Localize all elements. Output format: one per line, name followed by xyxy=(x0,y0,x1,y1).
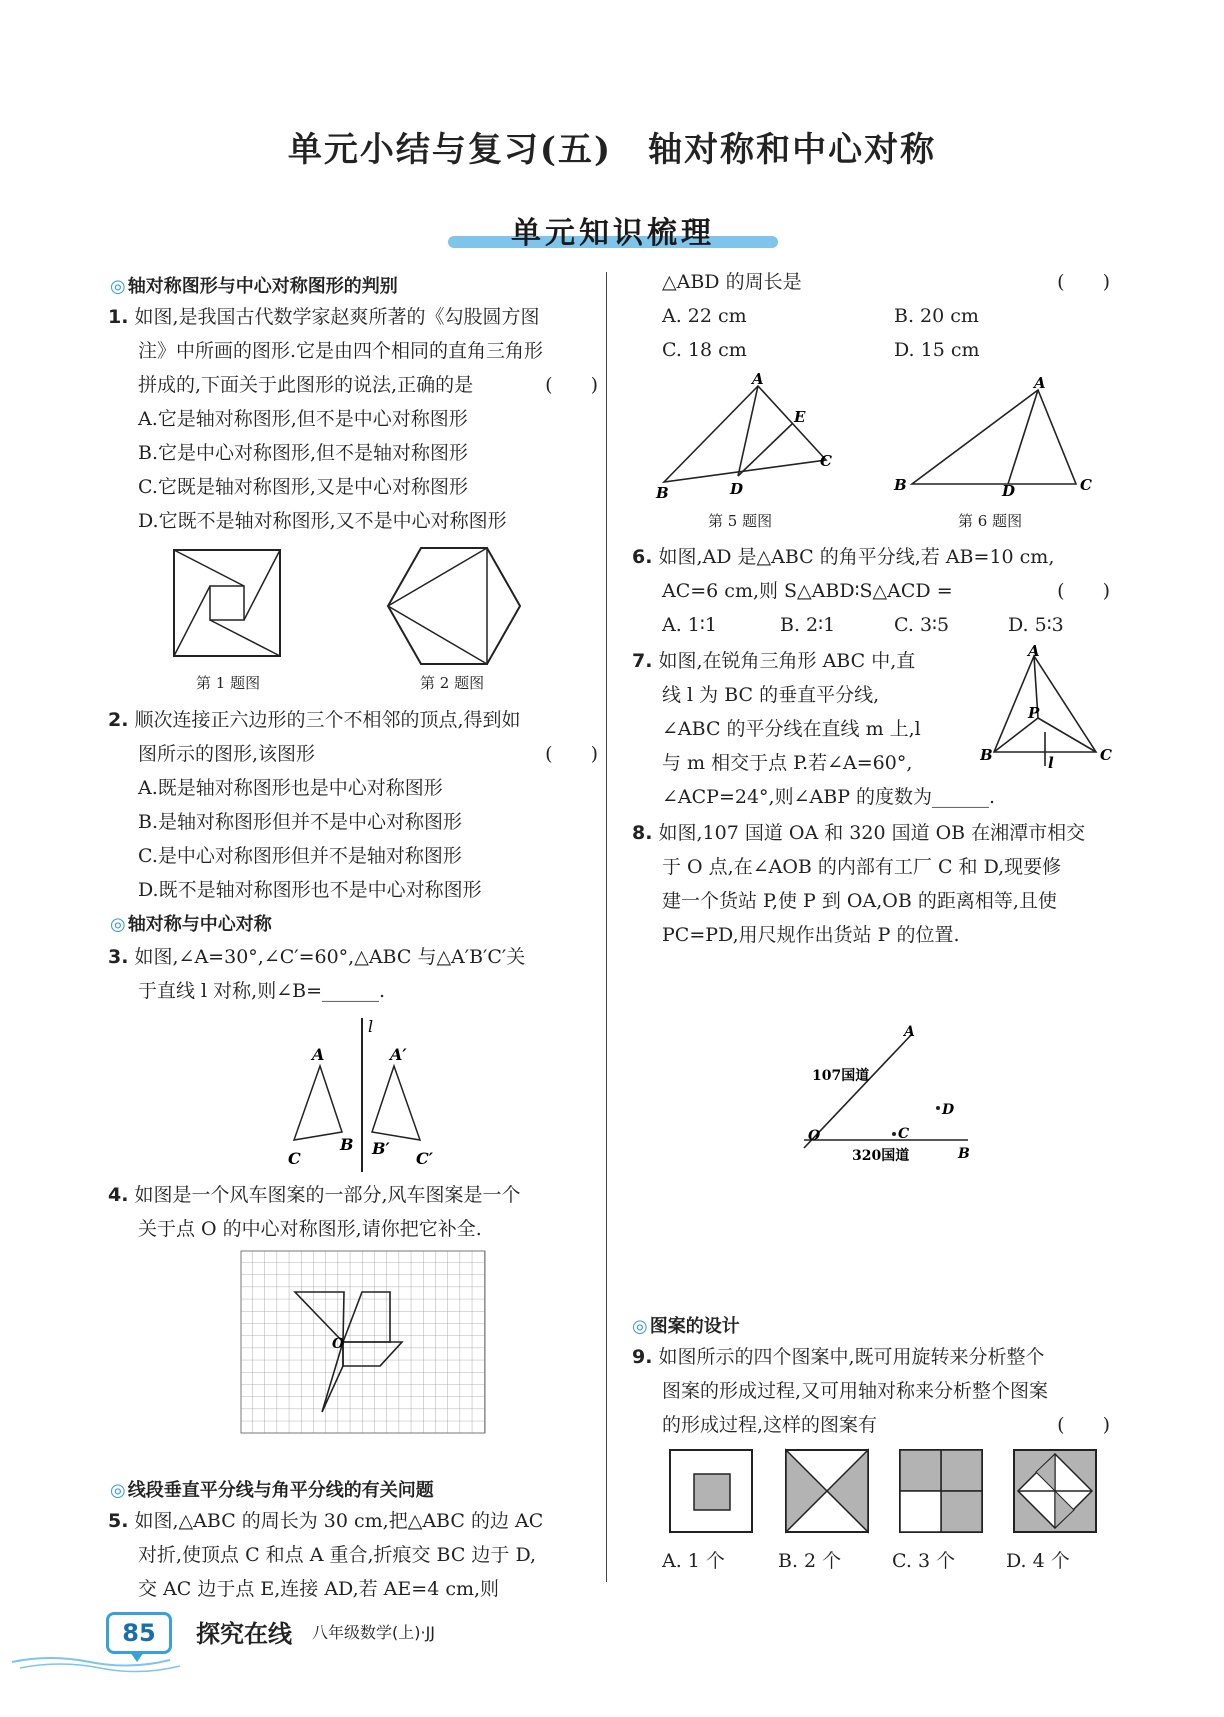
label-c: C xyxy=(820,452,832,470)
section-title: 图案的设计 xyxy=(649,1316,740,1337)
answer-paren: ( ) xyxy=(545,374,598,396)
circle-bullet-icon: ◎ xyxy=(110,276,126,297)
question-text: 关于点 O 的中心对称图形,请你把它补全. xyxy=(138,1218,482,1240)
question-text: 对折,使顶点 C 和点 A 重合,折痕交 BC 边于 D, xyxy=(138,1544,537,1566)
question-1 xyxy=(108,300,598,538)
option-a: A.它是轴对称图形,但不是中心对称图形 xyxy=(138,408,468,430)
label-d: D xyxy=(730,480,744,498)
figure-6-caption: 第 6 题图 xyxy=(958,512,1023,530)
question-8 xyxy=(632,816,1110,952)
label-l: l xyxy=(368,1017,374,1036)
banner-text: 单元知识梳理 xyxy=(511,216,715,251)
label-d: D xyxy=(1002,482,1016,496)
figure-2-hexagon xyxy=(386,544,522,668)
question-text: 于 O 点,在∠AOB 的内部有工厂 C 和 D,现要修 xyxy=(662,856,1062,878)
label-c: C xyxy=(1080,476,1092,494)
question-9 xyxy=(632,1340,1110,1442)
question-number: 2. xyxy=(108,709,129,731)
page-number: 85 xyxy=(106,1612,172,1654)
question-number: 3. xyxy=(108,946,129,968)
question-text: △ABD 的周长是 xyxy=(662,271,802,293)
option-b: B.是轴对称图形但并不是中心对称图形 xyxy=(138,811,463,833)
label-a: A xyxy=(752,372,764,388)
question-number: 1. xyxy=(108,306,129,328)
section-title: 轴对称图形与中心对称图形的判别 xyxy=(127,276,398,297)
question-number: 6. xyxy=(632,546,653,568)
figure-3-reflection xyxy=(280,1010,450,1178)
option-a: A. 22 cm xyxy=(662,305,747,327)
column-divider xyxy=(606,272,607,1582)
section-heading xyxy=(110,910,272,936)
answer-paren: ( ) xyxy=(1057,580,1110,602)
question-5 xyxy=(108,1504,598,1606)
question-text: 如图,∠A=30°,∠C′=60°,△ABC 与△A′B′C′关 xyxy=(134,946,526,968)
label-c-prime: C′ xyxy=(416,1149,433,1168)
section-heading xyxy=(110,1476,434,1502)
figure-7-triangle xyxy=(980,642,1120,772)
circle-bullet-icon: ◎ xyxy=(632,1316,648,1337)
question-text: 拼成的,下面关于此图形的说法,正确的是 xyxy=(138,374,474,396)
label-b: B xyxy=(980,746,993,764)
option-d: D. 5∶3 xyxy=(1008,614,1064,636)
label-b-prime: B′ xyxy=(372,1139,390,1158)
option-d: D.既不是轴对称图形也不是中心对称图形 xyxy=(138,879,482,901)
section-banner xyxy=(448,206,778,252)
label-o: O xyxy=(808,1128,821,1144)
option-d: D. 4 个 xyxy=(1006,1550,1070,1572)
label-road-320: 320国道 xyxy=(852,1148,910,1164)
option-b: B.它是中心对称图形,但不是轴对称图形 xyxy=(138,442,469,464)
section-heading xyxy=(110,272,398,298)
question-text: 如图,在锐角三角形 ABC 中,直 xyxy=(658,650,916,672)
figure-1-pinwheel-square xyxy=(172,548,292,660)
label-l: l xyxy=(1048,754,1054,772)
page-title: 单元小结与复习(五) 轴对称和中心对称 xyxy=(287,130,937,170)
question-text: ∠ACP=24°,则∠ABP 的度数为______. xyxy=(662,786,996,808)
option-d: D. 15 cm xyxy=(894,339,980,361)
question-text: 如图,是我国古代数学家赵爽所著的《勾股圆方图 xyxy=(134,306,540,328)
question-text: 图案的形成过程,又可用轴对称来分析整个图案 xyxy=(662,1380,1049,1402)
point-c xyxy=(892,1132,896,1136)
label-e: E xyxy=(794,408,806,426)
label-o: O xyxy=(332,1336,345,1352)
figure-5-triangle xyxy=(650,372,840,502)
option-b: B. 2 个 xyxy=(778,1550,842,1572)
option-a: A.既是轴对称图形也是中心对称图形 xyxy=(138,777,443,799)
question-text: 如图,107 国道 OA 和 320 国道 OB 在湘潭市相交 xyxy=(658,822,1086,844)
question-text: 图所示的图形,该图形 xyxy=(138,743,316,765)
label-a: A xyxy=(1034,376,1046,392)
label-a: A xyxy=(904,1024,915,1040)
question-number: 8. xyxy=(632,822,653,844)
figure-1-caption: 第 1 题图 xyxy=(196,674,261,692)
question-text: 如图,△ABC 的周长为 30 cm,把△ABC 的边 AC xyxy=(134,1510,544,1532)
option-c: C.是中心对称图形但并不是轴对称图形 xyxy=(138,845,462,867)
figure-4-pinwheel-grid xyxy=(240,1250,488,1434)
pattern-d xyxy=(1012,1448,1098,1534)
question-3 xyxy=(108,940,598,1008)
label-c: C xyxy=(898,1126,910,1142)
question-text: 与 m 相交于点 P.若∠A=60°, xyxy=(662,752,913,774)
circle-bullet-icon: ◎ xyxy=(110,914,126,935)
option-a: A. 1∶1 xyxy=(662,614,717,636)
option-c: C. 3∶5 xyxy=(894,614,950,636)
label-c: C xyxy=(1100,746,1112,764)
question-text: 的形成过程,这样的图案有 xyxy=(662,1414,878,1436)
option-c: C.它既是轴对称图形,又是中心对称图形 xyxy=(138,476,468,498)
pattern-b xyxy=(784,1448,870,1534)
option-b: B. 20 cm xyxy=(894,305,979,327)
label-b: B xyxy=(958,1146,970,1162)
question-text: 于直线 l 对称,则∠B=______. xyxy=(138,980,386,1002)
question-text: 建一个货站 P,使 P 到 OA,OB 的距离相等,且使 xyxy=(662,890,1057,912)
question-number: 7. xyxy=(632,650,653,672)
label-b: B xyxy=(656,484,669,502)
section-title: 轴对称与中心对称 xyxy=(127,914,272,935)
figure-8-roads xyxy=(800,1024,980,1164)
section-heading xyxy=(632,1312,740,1338)
question-6 xyxy=(632,540,1110,642)
answer-paren: ( ) xyxy=(1057,1414,1110,1436)
option-c: C. 18 cm xyxy=(662,339,747,361)
question-4 xyxy=(108,1178,598,1246)
question-text: 交 AC 边于点 E,连接 AD,若 AE=4 cm,则 xyxy=(138,1578,500,1600)
label-a-prime: A′ xyxy=(390,1045,407,1064)
option-a: A. 1 个 xyxy=(662,1550,725,1572)
question-2 xyxy=(108,703,598,907)
question-text: PC=PD,用尺规作出货站 P 的位置. xyxy=(662,924,960,946)
answer-paren: ( ) xyxy=(1057,271,1110,293)
question-number: 4. xyxy=(108,1184,129,1206)
question-5-continued xyxy=(662,265,1110,367)
label-p: P xyxy=(1028,704,1040,722)
pattern-c xyxy=(898,1448,984,1534)
question-text: 如图是一个风车图案的一部分,风车图案是一个 xyxy=(134,1184,521,1206)
question-text: AC=6 cm,则 S△ABD∶S△ACD = xyxy=(662,580,953,602)
pattern-a xyxy=(668,1448,754,1534)
question-number: 5. xyxy=(108,1510,129,1532)
figure-6-triangle xyxy=(890,376,1100,496)
footer-subtitle: 八年级数学(上)·JJ xyxy=(312,1623,436,1642)
figure-5-caption: 第 5 题图 xyxy=(708,512,773,530)
figure-2-caption: 第 2 题图 xyxy=(420,674,485,692)
question-text: ∠ABC 的平分线在直线 m 上,l xyxy=(662,718,921,740)
label-a: A xyxy=(1028,642,1040,660)
circle-bullet-icon: ◎ xyxy=(110,1480,126,1501)
label-b: B xyxy=(894,476,907,494)
label-d: D xyxy=(942,1102,955,1118)
question-text: 线 l 为 BC 的垂直平分线, xyxy=(662,684,880,706)
label-a: A xyxy=(312,1045,325,1064)
option-d: D.它既不是轴对称图形,又不是中心对称图形 xyxy=(138,510,507,532)
question-text: 如图所示的四个图案中,既可用旋转来分析整个 xyxy=(658,1346,1045,1368)
option-c: C. 3 个 xyxy=(892,1550,956,1572)
question-text: 注》中所画的图形.它是由四个相同的直角三角形 xyxy=(138,340,544,362)
option-b: B. 2∶1 xyxy=(780,614,836,636)
label-b: B xyxy=(340,1135,354,1154)
label-c: C xyxy=(288,1149,301,1168)
label-road-107: 107国道 xyxy=(812,1068,870,1084)
footer-brand: 探究在线 xyxy=(196,1620,292,1648)
question-text: 顺次连接正六边形的三个不相邻的顶点,得到如 xyxy=(134,709,521,731)
section-title: 线段垂直平分线与角平分线的有关问题 xyxy=(127,1480,434,1501)
point-d xyxy=(936,1106,940,1110)
question-number: 9. xyxy=(632,1346,653,1368)
answer-paren: ( ) xyxy=(545,743,598,765)
question-text: 如图,AD 是△ABC 的角平分线,若 AB=10 cm, xyxy=(658,546,1055,568)
